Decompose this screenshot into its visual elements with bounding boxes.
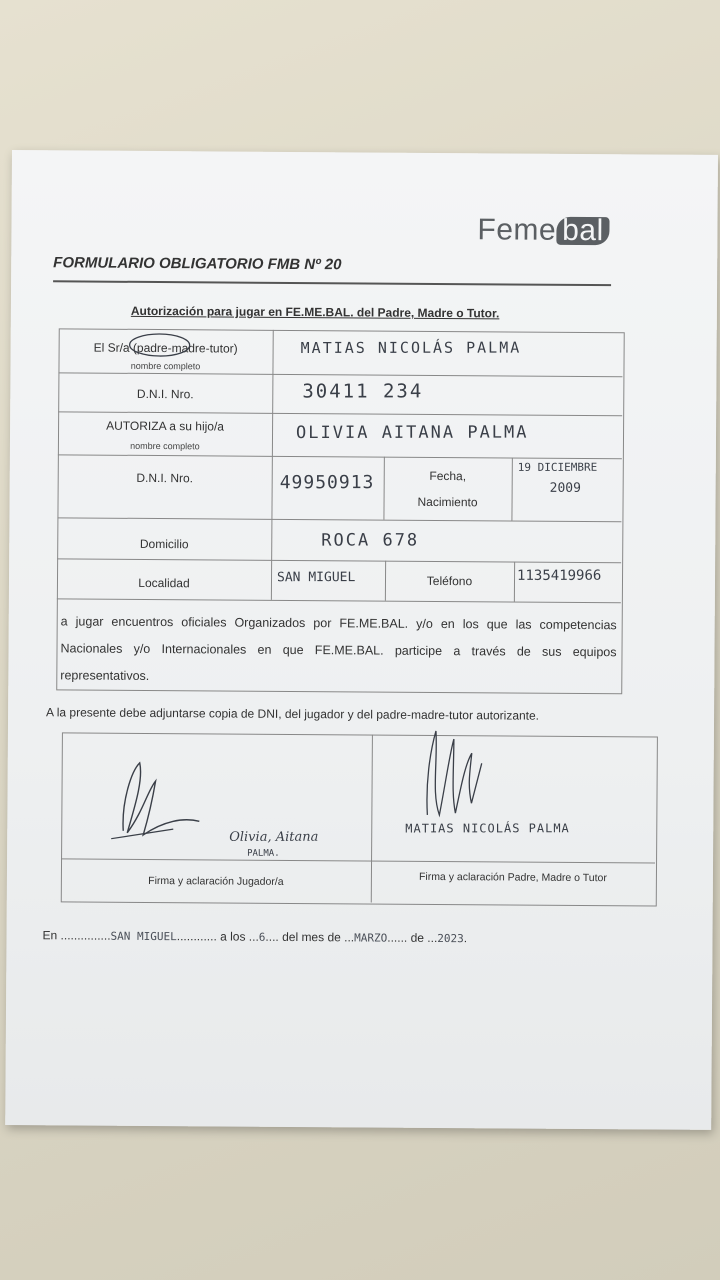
footer-year: 2023 (437, 931, 464, 946)
logo-badge: bal (556, 217, 610, 245)
localidad-label: Localidad (138, 575, 190, 591)
birth-label-1: Fecha, (429, 468, 467, 484)
parent-name-written: MATIAS NICOLÁS PALMA (405, 821, 570, 836)
footer-dots: ...... de ... (387, 930, 438, 945)
form-sheet (5, 150, 718, 1130)
footer-dots: ............... (60, 928, 111, 943)
place-date-line (42, 928, 467, 945)
footer-month: MARZO (354, 931, 388, 945)
form-subtitle: Autorización para jugar en FE.ME.BAL. del Padre, Madre o Tutor. (130, 303, 500, 321)
birth-label-2: Nacimiento (417, 494, 478, 510)
authorization-paragraph: a jugar encuentros oficiales Organizados por FE.ME.BAL. y/o en los que las competencias Nacionales y/o Internacionales en que FE.ME.BAL. participe a través de sus equipos representativos. (60, 614, 617, 683)
child-sublabel: nombre completo (130, 440, 200, 452)
form-title: FORMULARIO OBLIGATORIO FMB Nº 20 (53, 254, 342, 274)
player-name-line-2: PALMA. (247, 848, 280, 859)
player-name-line-1: Olivia, Aitana (229, 829, 319, 845)
attachment-note: A la presente debe adjuntarse copia de DNI, del jugador y del padre-madre-tutor autorizante. (46, 705, 540, 723)
footer-dots: ............ a los ... (176, 929, 259, 944)
child-name-value: OLIVIA AITANA PALMA (296, 422, 529, 444)
player-signature (103, 751, 214, 852)
telefono-value: 1135419966 (517, 567, 602, 584)
circle-mark (127, 331, 193, 359)
title-rule (53, 280, 611, 286)
localidad-value: SAN MIGUEL (277, 570, 356, 586)
parent-label: El Sr/a (padre-madre-tutor) (93, 340, 238, 356)
parent-dni-value: 30411 234 (302, 380, 424, 403)
parent-sublabel: nombre completo (130, 360, 201, 372)
footer-dots: .... del mes de ... (265, 929, 355, 945)
child-label: AUTORIZA a su hijo/a (106, 418, 225, 434)
parent-signature (415, 723, 496, 824)
logo-text: Feme (477, 213, 557, 247)
parent-signature-caption: Firma y aclaración Padre, Madre o Tutor (418, 870, 607, 885)
footer-day: 6 (258, 930, 266, 944)
footer-en: En (42, 928, 58, 943)
footer-city: SAN MIGUEL (110, 929, 177, 944)
child-dni-label: D.N.I. Nro. (136, 470, 194, 486)
birth-value-day: 19 DICIEMBRE (517, 460, 598, 474)
domicilio-label: Domicilio (139, 536, 189, 552)
birth-value-year: 2009 (549, 480, 581, 496)
parent-name-value: MATIAS NICOLÁS PALMA (300, 338, 522, 357)
parent-dni-label: D.N.I. Nro. (136, 386, 194, 402)
footer-end: . (463, 931, 468, 946)
player-signature-caption: Firma y aclaración Jugador/a (148, 874, 284, 888)
telefono-label: Teléfono (426, 573, 473, 589)
femebal-logo (477, 213, 609, 248)
domicilio-value: ROCA 678 (321, 530, 420, 551)
child-dni-value: 49950913 (279, 472, 375, 494)
